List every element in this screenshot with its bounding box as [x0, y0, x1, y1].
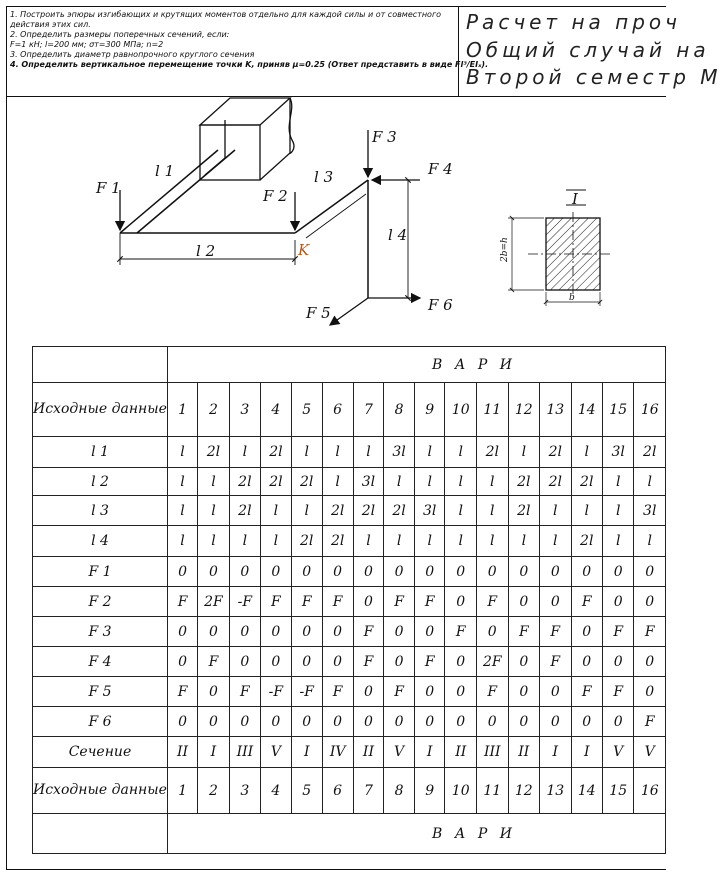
table-cell: l [353, 526, 384, 557]
table-cell: 0 [634, 647, 666, 677]
table-cell: l [476, 468, 508, 496]
table-cell: l [476, 496, 508, 526]
dim-h-label: 2b=h [500, 237, 510, 262]
variant-number: 3 [229, 768, 260, 814]
table-cell: I [414, 737, 445, 768]
variant-number: 6 [322, 768, 353, 814]
section-label: I [572, 190, 578, 208]
title-line-2: Общий случай на [466, 38, 710, 62]
table-row [33, 617, 666, 647]
task-line: 3. Определить диаметр равнопрочного круглого сечения [10, 50, 255, 59]
table-cell: 0 [508, 647, 539, 677]
variant-number: 1 [167, 383, 197, 437]
table-cell: 2l [634, 437, 666, 468]
table-cell: 0 [229, 557, 260, 587]
row-label: l 1 [33, 437, 168, 468]
label-l3: l 3 [314, 168, 334, 186]
table-cell: 0 [260, 647, 291, 677]
row-label: F 2 [33, 587, 168, 617]
table-cell: 0 [540, 587, 571, 617]
table-cell: l [291, 437, 322, 468]
table-cell: 0 [229, 707, 260, 737]
table-cell: l [260, 496, 291, 526]
table-cell: F [322, 677, 353, 707]
variant-number: 14 [571, 383, 602, 437]
table-cell: l [291, 496, 322, 526]
table-cell: 0 [602, 647, 633, 677]
table-row [33, 647, 666, 677]
table-cell: 0 [260, 557, 291, 587]
table-cell: F [602, 617, 633, 647]
table-cell: l [260, 526, 291, 557]
table-cell: 0 [634, 677, 666, 707]
table-cell: F [602, 677, 633, 707]
table-cell: 2l [540, 437, 571, 468]
title-line-1: Расчет на проч [466, 10, 681, 34]
table-cell: I [540, 737, 571, 768]
table-cell: 0 [571, 647, 602, 677]
row-label: F 6 [33, 707, 168, 737]
table-cell: l [634, 468, 666, 496]
table-cell: l [571, 437, 602, 468]
row-label: l 3 [33, 496, 168, 526]
table-cell: l [322, 437, 353, 468]
table-cell: III [476, 737, 508, 768]
table-cell: 0 [445, 587, 476, 617]
table-row [33, 526, 666, 557]
table-row [33, 707, 666, 737]
row-label: F 3 [33, 617, 168, 647]
table-cell: l [634, 526, 666, 557]
title-line-3: Второй семестр М [466, 65, 722, 89]
row-label: F 4 [33, 647, 168, 677]
table-cell: -F [229, 587, 260, 617]
table-cell: F [508, 617, 539, 647]
label-l2: l 2 [196, 242, 216, 260]
table-cell: 2l [260, 437, 291, 468]
table-cell: F [476, 587, 508, 617]
table-cell: l [198, 468, 230, 496]
variant-number: 15 [602, 383, 633, 437]
variant-number: 7 [353, 383, 384, 437]
table-cell: 0 [198, 707, 230, 737]
table-cell: II [167, 737, 197, 768]
table-cell: l [602, 526, 633, 557]
table-cell: l [445, 468, 476, 496]
task-line: 4. Определить вертикальное перемещение точки K, приняв μ=0.25 (Ответ представить в виде Fl³/EIₓ). [10, 60, 489, 69]
table-cell: 0 [384, 707, 415, 737]
table-cell: l [414, 437, 445, 468]
table-cell: 0 [353, 707, 384, 737]
table-cell: 0 [540, 677, 571, 707]
table-cell: 0 [414, 617, 445, 647]
table-cell: l [167, 468, 197, 496]
table-cell: 0 [291, 707, 322, 737]
header-label: Исходные данные [33, 383, 168, 437]
table-cell: l [540, 526, 571, 557]
table-banner-row [33, 347, 666, 383]
table-cell: 0 [476, 617, 508, 647]
table-cell: 0 [384, 617, 415, 647]
table-cell: F [414, 587, 445, 617]
variant-number: 5 [291, 768, 322, 814]
table-cell: 0 [322, 707, 353, 737]
table-cell: l [602, 496, 633, 526]
table-cell: F [571, 587, 602, 617]
table-cell: V [384, 737, 415, 768]
table-cell: l [384, 468, 415, 496]
variant-number: 2 [198, 383, 230, 437]
table-cell: 3l [414, 496, 445, 526]
table-cell: 0 [260, 617, 291, 647]
table-cell: F [571, 677, 602, 707]
table-cell: 0 [571, 707, 602, 737]
table-cell: I [198, 737, 230, 768]
label-F4: F 4 [428, 160, 453, 178]
table-cell: IV [322, 737, 353, 768]
table-cell: F [384, 587, 415, 617]
table-cell: 2l [508, 496, 539, 526]
table-cell: l [540, 496, 571, 526]
variant-number: 8 [384, 768, 415, 814]
table-cell: 0 [571, 557, 602, 587]
table-row [33, 737, 666, 768]
table-cell: II [508, 737, 539, 768]
table-cell: l [229, 437, 260, 468]
table-cell: 3l [634, 496, 666, 526]
table-cell: 0 [540, 707, 571, 737]
variant-number: 9 [414, 768, 445, 814]
table-cell: 0 [198, 557, 230, 587]
table-cell: 2l [571, 526, 602, 557]
variant-number: 13 [540, 768, 571, 814]
variant-number: 9 [414, 383, 445, 437]
task-line: 1. Построить эпюры изгибающих и крутящих моментов отдельно для каждой силы и от совместного [10, 10, 442, 19]
variant-number: 7 [353, 768, 384, 814]
variant-number: 10 [445, 768, 476, 814]
banner-spacer [33, 347, 168, 383]
table-cell: l [445, 526, 476, 557]
table-cell: 0 [602, 707, 633, 737]
table-cell: 0 [508, 677, 539, 707]
table-cell: 2l [291, 526, 322, 557]
table-cell: 2F [198, 587, 230, 617]
table-cell: F [540, 647, 571, 677]
table-cell: l [198, 496, 230, 526]
table-cell: 0 [167, 647, 197, 677]
table-cell: 0 [634, 557, 666, 587]
table-cell: F [353, 617, 384, 647]
row-label: F 1 [33, 557, 168, 587]
row-label: l 2 [33, 468, 168, 496]
table-cell: 2l [198, 437, 230, 468]
variant-number: 8 [384, 383, 415, 437]
table-cell: 2F [476, 647, 508, 677]
variant-number: 6 [322, 383, 353, 437]
table-cell: F [414, 647, 445, 677]
row-label: Сечение [33, 737, 168, 768]
table-cell: 2l [291, 468, 322, 496]
variant-number: 2 [198, 768, 230, 814]
table-cell: 0 [322, 557, 353, 587]
table-cell: l [414, 526, 445, 557]
table-cell: V [602, 737, 633, 768]
row-label: l 4 [33, 526, 168, 557]
table-cell: 0 [291, 617, 322, 647]
table-cell: F [353, 647, 384, 677]
label-F2: F 2 [263, 187, 288, 205]
table-cell: F [540, 617, 571, 647]
table-cell: 3l [602, 437, 633, 468]
cross-section [508, 212, 612, 306]
variant-banner: В А Р И [167, 347, 665, 383]
table-cell: I [291, 737, 322, 768]
table-footer-banner-row [33, 814, 666, 854]
table-cell: 0 [384, 647, 415, 677]
beam-diagram [0, 96, 666, 346]
header-label: Исходные данные [33, 768, 168, 814]
table-cell: 0 [167, 617, 197, 647]
point-K-label: K [298, 241, 310, 259]
table-cell: 0 [198, 617, 230, 647]
table-cell: 0 [571, 617, 602, 647]
table-cell: 0 [634, 587, 666, 617]
table-cell: 2l [322, 496, 353, 526]
force-arrows [120, 130, 420, 325]
variant-number: 16 [634, 768, 666, 814]
variant-banner: В А Р И [167, 814, 665, 854]
table-cell: l [508, 437, 539, 468]
table-cell: l [445, 437, 476, 468]
variant-number: 4 [260, 768, 291, 814]
table-cell: 2l [571, 468, 602, 496]
table-cell: l [167, 437, 197, 468]
table-cell: V [634, 737, 666, 768]
table-cell: II [445, 737, 476, 768]
label-F6: F 6 [428, 296, 453, 314]
table-cell: F [167, 677, 197, 707]
variant-number: 11 [476, 383, 508, 437]
label-F3: F 3 [372, 128, 397, 146]
table-cell: l [445, 496, 476, 526]
table-cell: F [634, 617, 666, 647]
table-cell: 0 [508, 557, 539, 587]
table-cell: 2l [384, 496, 415, 526]
label-F5: F 5 [306, 304, 331, 322]
variant-table-body [33, 347, 666, 854]
variant-number: 12 [508, 383, 539, 437]
table-cell: III [229, 737, 260, 768]
row-label: F 5 [33, 677, 168, 707]
table-cell: 0 [384, 557, 415, 587]
table-row [33, 587, 666, 617]
label-F1: F 1 [96, 179, 121, 197]
task-list [10, 10, 489, 94]
table-cell: -F [260, 677, 291, 707]
table-cell: 0 [445, 557, 476, 587]
table-cell: 0 [445, 677, 476, 707]
variant-number: 4 [260, 383, 291, 437]
banner-spacer [33, 814, 168, 854]
table-cell: F [291, 587, 322, 617]
variant-number: 3 [229, 383, 260, 437]
table-cell: l [322, 468, 353, 496]
label-l1: l 1 [155, 162, 175, 180]
label-l4: l 4 [388, 226, 408, 244]
table-cell: 0 [476, 707, 508, 737]
table-row [33, 437, 666, 468]
table-cell: l [384, 526, 415, 557]
table-cell: 2l [508, 468, 539, 496]
task-line: действия этих сил. [10, 20, 91, 29]
variant-number: 16 [634, 383, 666, 437]
table-cell: F [167, 587, 197, 617]
table-cell: l [571, 496, 602, 526]
table-cell: 0 [414, 677, 445, 707]
table-cell: l [198, 526, 230, 557]
table-cell: 0 [445, 647, 476, 677]
table-cell: 0 [445, 707, 476, 737]
task-line: F=1 кН; l=200 мм; σт=300 МПа; n=2 [10, 40, 164, 49]
table-cell: 3l [353, 468, 384, 496]
table-cell: 2l [540, 468, 571, 496]
task-line: 2. Определить размеры поперечных сечений, если: [10, 30, 230, 39]
table-cell: 0 [414, 707, 445, 737]
table-cell: 0 [476, 557, 508, 587]
dim-b-label: b [569, 293, 575, 303]
table-cell: F [384, 677, 415, 707]
table-cell: 0 [291, 557, 322, 587]
table-row [33, 496, 666, 526]
table-cell: 2l [229, 468, 260, 496]
table-cell: 0 [260, 707, 291, 737]
table-cell: 0 [602, 587, 633, 617]
table-cell: 3l [384, 437, 415, 468]
table-cell: l [476, 526, 508, 557]
table-cell: l [508, 526, 539, 557]
table-cell: F [445, 617, 476, 647]
table-cell: 0 [602, 557, 633, 587]
table-cell: 2l [353, 496, 384, 526]
table-cell: l [602, 468, 633, 496]
table-cell: 2l [322, 526, 353, 557]
table-cell: -F [291, 677, 322, 707]
table-cell: 0 [508, 587, 539, 617]
table-cell: F [198, 647, 230, 677]
table-cell: F [634, 707, 666, 737]
table-header-row [33, 383, 666, 437]
variant-number: 12 [508, 768, 539, 814]
table-row [33, 677, 666, 707]
table-footer-header-row [33, 768, 666, 814]
table-cell: l [353, 437, 384, 468]
variant-number: 5 [291, 383, 322, 437]
table-cell: l [167, 496, 197, 526]
table-cell: F [260, 587, 291, 617]
variant-number: 15 [602, 768, 633, 814]
table-cell: 0 [167, 707, 197, 737]
table-cell: 0 [229, 647, 260, 677]
variant-number: 10 [445, 383, 476, 437]
table-cell: 0 [353, 677, 384, 707]
table-cell: II [353, 737, 384, 768]
table-cell: l [229, 526, 260, 557]
table-cell: 0 [353, 587, 384, 617]
table-cell: V [260, 737, 291, 768]
table-cell: 0 [198, 677, 230, 707]
variant-number: 13 [540, 383, 571, 437]
table-cell: 0 [291, 647, 322, 677]
variant-table [32, 346, 666, 854]
table-cell: F [229, 677, 260, 707]
table-cell: 0 [540, 557, 571, 587]
variant-number: 1 [167, 768, 197, 814]
table-cell: 2l [476, 437, 508, 468]
variant-number: 11 [476, 768, 508, 814]
table-cell: F [322, 587, 353, 617]
table-cell: 0 [322, 647, 353, 677]
table-cell: 2l [260, 468, 291, 496]
table-cell: 0 [322, 617, 353, 647]
table-cell: l [167, 526, 197, 557]
table-cell: F [476, 677, 508, 707]
table-cell: I [571, 737, 602, 768]
table-cell: 0 [167, 557, 197, 587]
variant-number: 14 [571, 768, 602, 814]
table-cell: 0 [508, 707, 539, 737]
table-cell: 2l [229, 496, 260, 526]
table-cell: 0 [414, 557, 445, 587]
table-cell: 0 [229, 617, 260, 647]
table-cell: l [414, 468, 445, 496]
table-row [33, 557, 666, 587]
table-row [33, 468, 666, 496]
table-cell: 0 [353, 557, 384, 587]
